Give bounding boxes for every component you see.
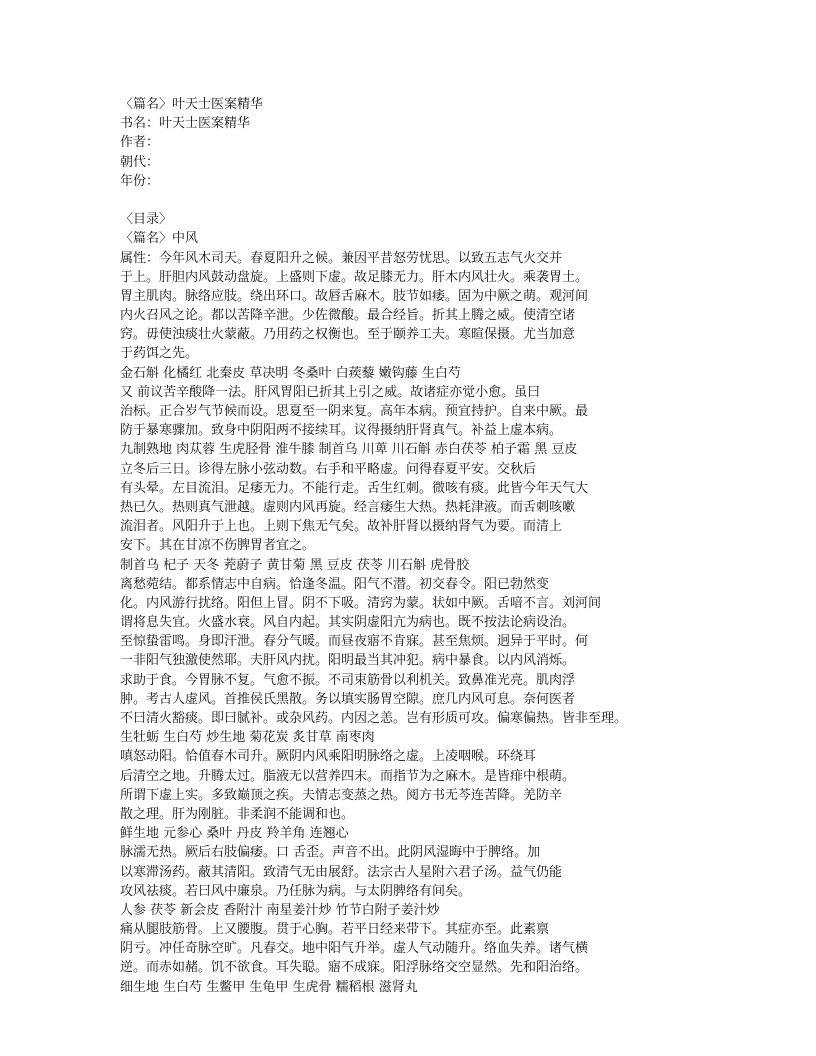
text-line: 散之理。肝为刚脏。非柔润不能调和也。 [120, 806, 355, 822]
year-line: 年份： [120, 173, 160, 189]
text-line: 后清空之地。升腾太过。脂液无以营养四末。而指节为之麻木。是皆痱中根萌。 [120, 768, 576, 784]
text-line: 立冬后三日。诊得左脉小弦动数。右手和平略虚。问得春夏平安。交秋后 [120, 461, 537, 477]
text-line: 痛从腿肢筋骨。上又腰腹。贯于心胸。若平日经来带下。其症亦至。此素禀 [120, 922, 550, 938]
text-line: 逆。而赤如赭。饥不欲食。耳失聪。寤不成寐。阳浮脉络交空显然。先和阳治络。 [120, 960, 589, 976]
text-line: 细生地 生白芍 生鳖甲 生龟甲 生虎骨 糯稻根 滋肾丸 [120, 979, 418, 995]
toc-label: 〈目录〉 [120, 212, 173, 228]
text-line: 人参 茯苓 新会皮 香附汁 南星姜汁炒 竹节白附子姜汁炒 [120, 902, 440, 918]
text-line: 九制熟地 肉苁蓉 生虎胫骨 淮牛膝 制首乌 川萆 川石斛 赤白茯苓 柏子霜 黑 豆皮 [120, 442, 578, 458]
title-line: 〈篇名〉叶天士医案精华 [120, 97, 264, 112]
text-line: 于药饵之先。 [120, 346, 199, 362]
text-line: 生牡蛎 生白芍 炒生地 菊花炭 炙甘草 南枣肉 [120, 730, 375, 746]
text-line: 阴亏。冲任奇脉空旷。凡春交。地中阳气升举。虚人气动随升。络血失养。诸气横 [120, 941, 589, 957]
text-line: 治标。正合岁气节候而设。思夏至一阴来复。高年本病。预宜持护。自来中厥。最 [120, 404, 589, 419]
document-page [120, 95, 680, 997]
text-line: 谓将息失宜。火盛水衰。风自内起。其实阴虚阳亢为病也。既不按法论病设治。 [120, 615, 576, 631]
book-name-line: 书名：叶天士医案精华 [120, 116, 251, 132]
text-line: 金石斛 化橘红 北秦皮 草决明 冬桑叶 白蒺藜 嫩钩藤 生白芍 [120, 365, 461, 381]
text-line: 脉濡无热。厥后右肢偏痿。口 舌歪。声音不出。此阴风湿晦中于脾络。加 [120, 845, 541, 861]
text-line: 以寒滞汤药。蔽其清阳。致清气无由展舒。法宗古人星附六君子汤。益气仍能 [120, 864, 563, 880]
body-text [120, 249, 680, 997]
dynasty-line: 朝代： [120, 154, 160, 170]
text-line: 胃主肌肉。脉络应肢。绕出环口。故唇舌麻木。肢节如痿。固为中厥之萌。观河间 [120, 288, 589, 304]
text-line: 嗔怒动阳。恰值春木司升。厥阴内风乘阳明脉络之虚。上凌咽喉。环绕耳 [120, 749, 537, 765]
text-line: 安下。其在甘凉不伤脾胃者宜之。 [120, 538, 316, 554]
text-line: 热已久。热则真气泄越。虚则内风再旋。经言痿生大热。热耗津液。而舌刺咳嗽 [120, 499, 576, 515]
text-line: 又 前议苦辛酸降一法。肝风胃阳已折其上引之威。故诸症亦觉小愈。虽曰 [120, 384, 541, 400]
text-line: 制首乌 杞子 天冬 茺蔚子 黄甘菊 黑 豆皮 茯苓 川石斛 虎骨胶 [120, 557, 470, 573]
text-line: 有头晕。左目流泪。足痿无力。不能行走。舌生红刺。微咳有痰。此皆今年天气大 [120, 480, 589, 496]
text-line: 求助于食。今胃脉不复。气愈不振。不司束筋骨以利机关。致鼻准光亮。肌肉浮 [120, 672, 576, 688]
text-line: 窍。毋使浊痰壮火蒙蔽。乃用药之权衡也。至于颐养工夫。寒暄保摄。尤当加意 [120, 327, 576, 343]
text-line: 一非阳气独激使然耶。夫肝风内扰。阳明最当其冲犯。病中暴食。以内风消烁。 [120, 653, 576, 669]
text-line: 化。内风游行扰络。阳但上冒。阴不下吸。清窍为蒙。状如中厥。舌喑不言。刘河间 [120, 595, 602, 611]
text-line: 不曰清火豁痰。即曰腻补。或杂风药。内因之恙。岂有形质可攻。偏寒偏热。皆非至理。 [120, 711, 628, 726]
text-line: 离愁菀结。都系情志中自病。恰逢冬温。阳气不潜。初交春令。阳已勃然变 [120, 576, 550, 592]
author-line: 作者： [120, 135, 160, 151]
text-line: 流泪者。风阳升于上也。上则下焦无气矣。故补肝肾以摄纳肾气为要。而清上 [120, 519, 563, 535]
section-title: 〈篇名〉中风 [120, 231, 199, 247]
text-line: 攻风祛痰。若曰风中廉泉。乃任脉为病。与太阴脾络有间矣。 [120, 883, 472, 899]
spacer [120, 191, 680, 210]
text-line: 内火召风之论。都以苦降辛泄。少佐微酸。最合经旨。折其上腾之威。使清空诸 [120, 308, 576, 324]
text-line: 所谓下虚上实。多致巅顶之疾。夫情志变蒸之热。阅方书无芩连苦降。羌防辛 [120, 787, 563, 803]
text-line: 至惊蛰雷鸣。身即汗泄。春分气暖。而昼夜寤不肯寐。甚至焦烦。迥异于平时。何 [120, 634, 589, 650]
text-line: 防于暴寒骤加。致身中阴阳两不接续耳。议得摄纳肝肾真气。补益上虚本病。 [120, 423, 563, 439]
text-line: 肿。考古人虚风。首推侯氏黑散。务以填实肠胃空隙。庶几内风可息。奈何医者 [120, 691, 576, 707]
text-line: 于上。肝胆内风鼓动盘旋。上盛则下虚。故足膝无力。肝木内风壮火。乘袭胃土。 [120, 269, 589, 285]
text-line: 鲜生地 元参心 桑叶 丹皮 羚羊角 连翘心 [120, 826, 349, 842]
text-line: 属性：今年风木司天。春夏阳升之候。兼因平昔怒劳忧思。以致五志气火交并 [120, 250, 563, 266]
